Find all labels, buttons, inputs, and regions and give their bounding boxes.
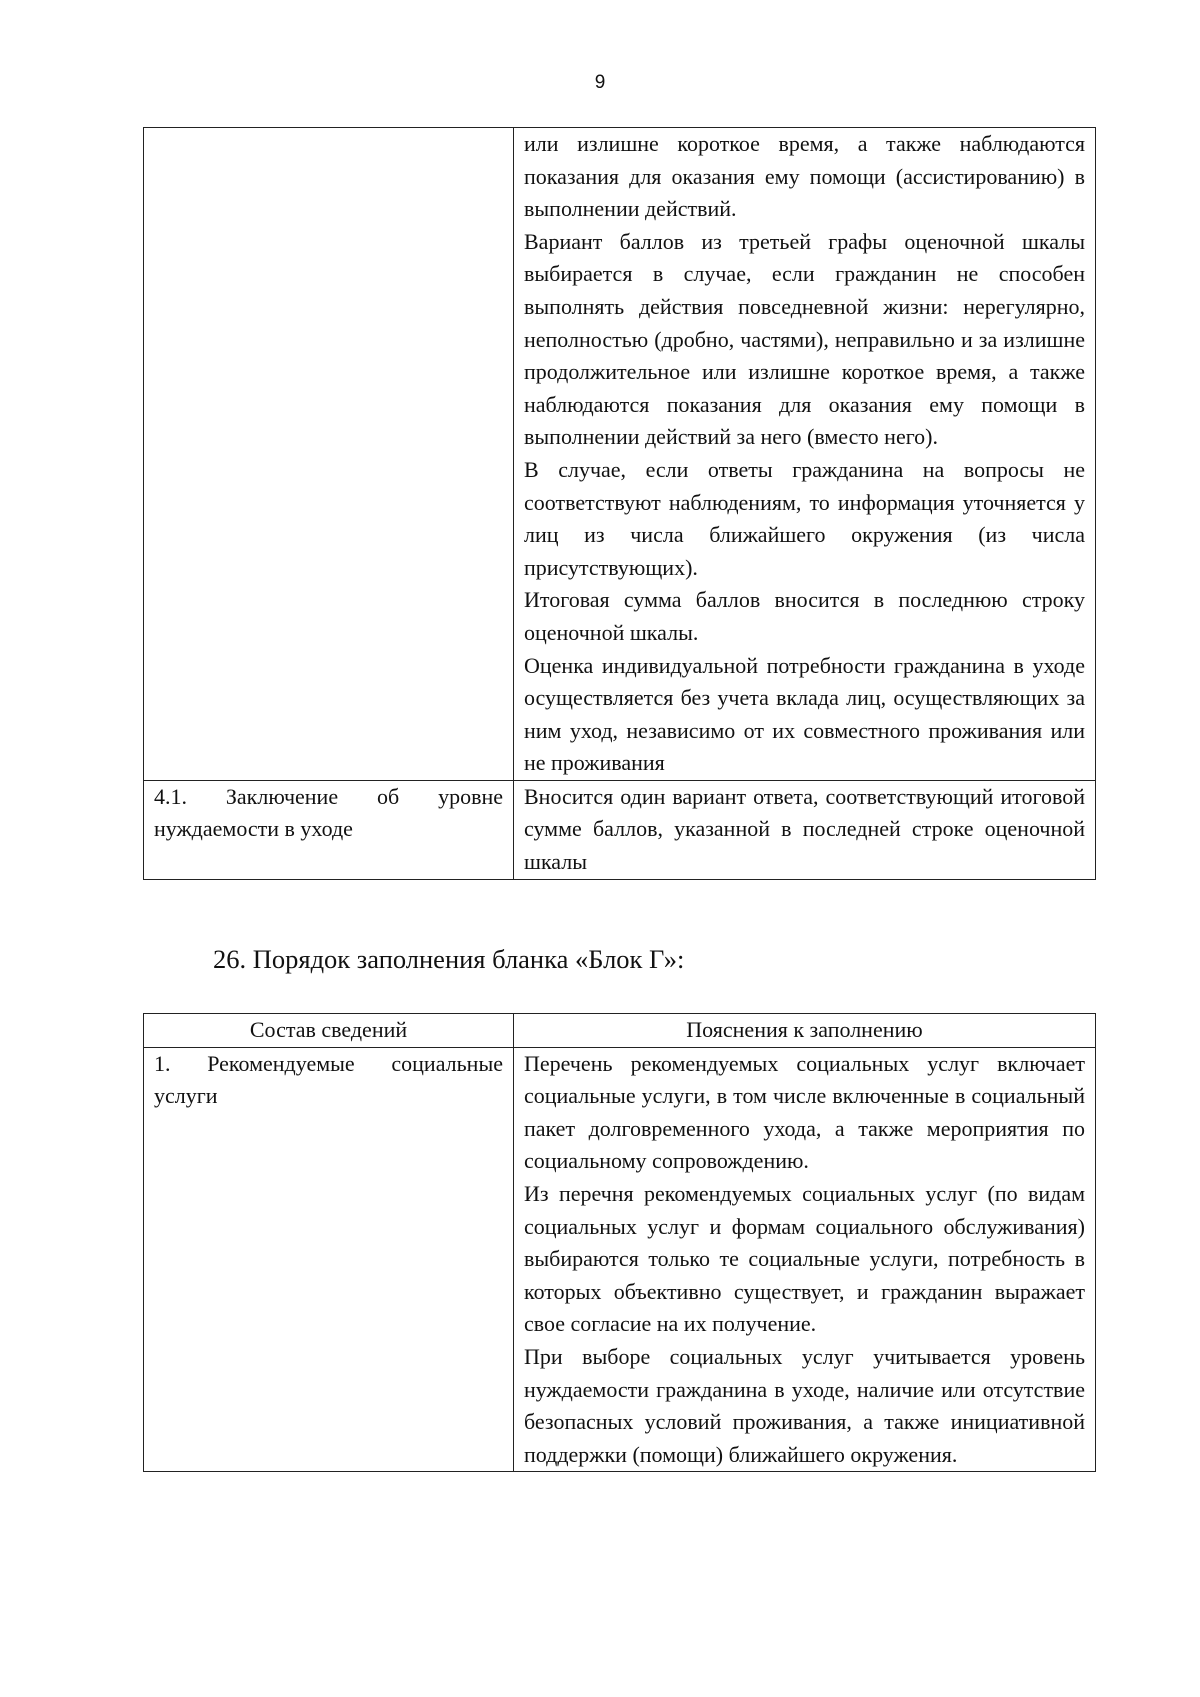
table-cell-right — [514, 128, 1096, 781]
paragraph: Вариант баллов из третьей графы оценочной шкалы выбирается в случае, если гражданин не способен выполнять действия повседневной жизни: нерегулярно, неполностью (дробно, частями), неправильно и за излишне продолжительное или излишне короткое время, а также наблюдаются показания для оказания ему помощи в выполнении действий за него (вместо него). — [524, 228, 1085, 450]
paragraph: Вносится один вариант ответа, соответствующий итоговой сумме баллов, указанной в последней строке оценочной шкалы — [524, 783, 1085, 875]
table-header-row — [144, 1014, 1096, 1048]
table-cell-left — [144, 128, 514, 781]
table-row — [144, 780, 1096, 879]
table-cell-right — [514, 1047, 1096, 1472]
table-row — [144, 1047, 1096, 1472]
field-name: 1. Рекомендуемые социальные услуги — [154, 1050, 503, 1109]
column-header-explanations: Пояснения к заполнению — [514, 1014, 1096, 1048]
block-g-instructions-table — [143, 1013, 1096, 1472]
table-row — [144, 128, 1096, 781]
field-name: 4.1. Заключение об уровне нуждаемости в уходе — [154, 783, 503, 842]
column-header-composition: Состав сведений — [144, 1014, 514, 1048]
paragraph: Перечень рекомендуемых социальных услуг включает социальные услуги, в том числе включенные в социальный пакет долговременного ухода, а также мероприятия по социальному сопровождению. — [524, 1050, 1085, 1174]
paragraph: В случае, если ответы гражданина на вопросы не соответствуют наблюдениям, то информация уточняется у лиц из числа ближайшего окружения (из числа присутствующих). — [524, 456, 1085, 580]
paragraph: При выборе социальных услуг учитывается уровень нуждаемости гражданина в уходе, наличие или отсутствие безопасных условий проживания, а также инициативной поддержки (помощи) ближайшего окружения. — [524, 1343, 1085, 1467]
section-heading: 26. Порядок заполнения бланка «Блок Г»: — [213, 944, 685, 974]
paragraph: Из перечня рекомендуемых социальных услуг (по видам социальных услуг и формам социального обслуживания) выбираются только те социальные услуги, потребность в которых объективно существует, и гражданин выражает свое согласие на их получение. — [524, 1180, 1085, 1337]
instructions-table-continued — [143, 127, 1096, 880]
paragraph: Оценка индивидуальной потребности гражданина в уходе осуществляется без учета вклада лиц, осуществляющих за ним уход, независимо от их совместного проживания или не проживания — [524, 652, 1085, 776]
table-cell-right — [514, 780, 1096, 879]
table-cell-left — [144, 780, 514, 879]
paragraph: Итоговая сумма баллов вносится в последнюю строку оценочной шкалы. — [524, 587, 1085, 645]
paragraph: или излишне короткое время, а также наблюдаются показания для оказания ему помощи (ассистированию) в выполнении действий. — [524, 131, 1085, 222]
page-number: 9 — [594, 72, 606, 93]
table-cell-left — [144, 1047, 514, 1472]
